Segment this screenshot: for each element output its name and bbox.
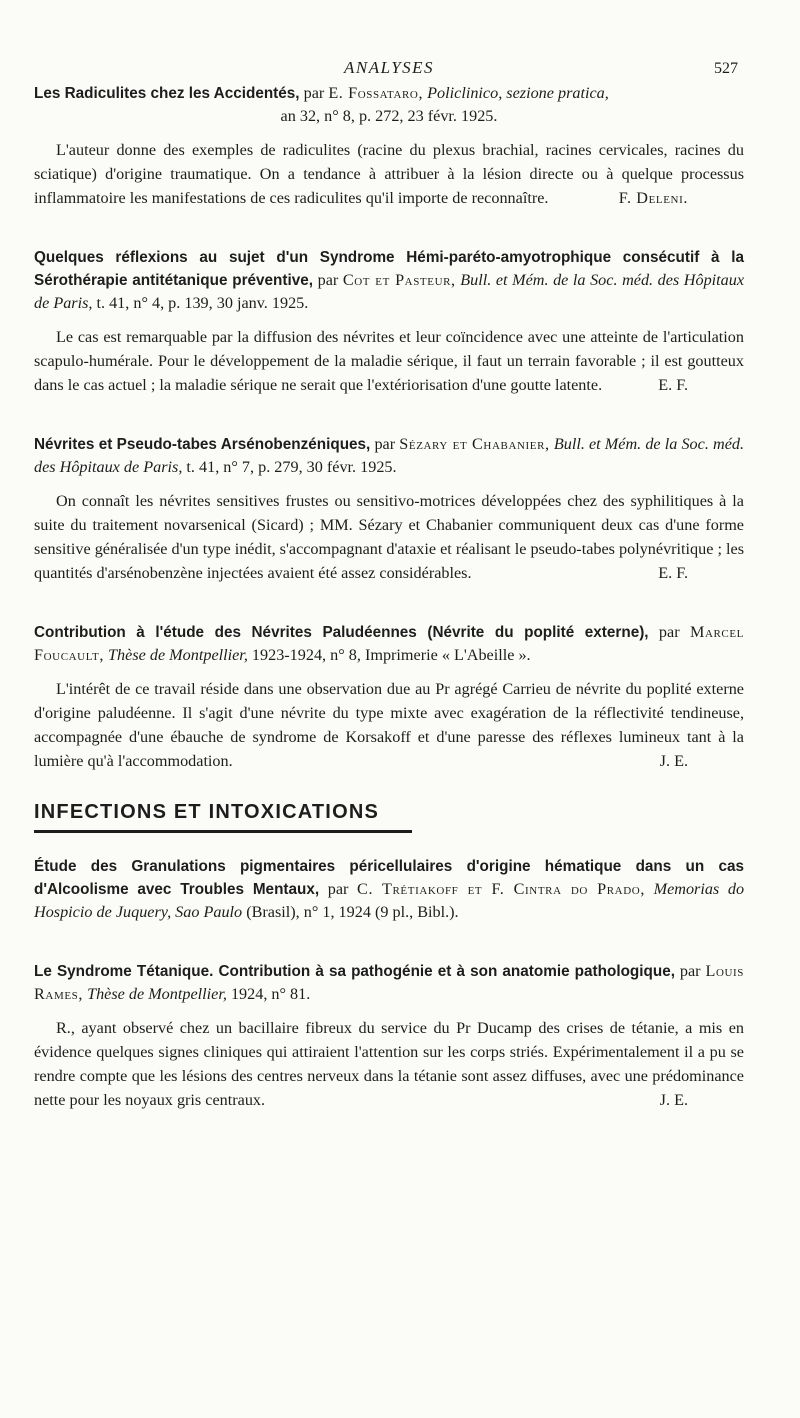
journal-page	[34, 52, 744, 1126]
entry-author: Cot et Pasteur,	[342, 271, 456, 289]
section-title: INFECTIONS ET INTOXICATIONS	[34, 801, 380, 823]
abstract-text: R., ayant observé chez un bacillaire fibreux du service du Pr Ducamp des crises de tétanie, a mis en évidence quelques signes cliniques qui attiraient l'attention sur les corps striés. Expérimentalement il a pu se rendre compte que les lésions des centres nerveux dans la tétanie sont assez diffuses, avec une prédominance nette pour les noyaux gris centraux.	[34, 1019, 744, 1109]
entry-source: Policlinico, sezione pratica,	[427, 84, 609, 102]
entry-author: E. Fossataro,	[328, 84, 424, 102]
entry-title: Quelques réflexions au sujet d'un Syndrome Hémi-paréto-amyotrophique consécutif à la Sérothérapie antitétanique préventive,	[34, 249, 744, 289]
entry-heading	[34, 433, 744, 479]
page-number: 527	[714, 60, 738, 77]
entry-signature: J. E.	[659, 1091, 688, 1109]
entry-title: Les Radiculites chez les Accidentés,	[34, 85, 300, 102]
entry-heading	[34, 960, 744, 1006]
entry-source: Bull. et Mém. de la Soc. méd. des Hôpitaux de Paris,	[34, 435, 745, 476]
entry-heading	[34, 855, 744, 924]
entry-source: Thèse de Montpellier,	[87, 985, 227, 1003]
entry-details: 1923-1924, n° 8, Imprimerie « L'Abeille ».	[251, 646, 531, 664]
entry-details: t. 41, n° 7, p. 279, 30 févr. 1925.	[186, 458, 397, 476]
entry-abstract	[34, 1016, 744, 1112]
entry-by: par	[374, 435, 396, 453]
running-title: ANALYSES	[343, 58, 435, 77]
abstract-text: Le cas est remarquable par la diffusion des névrites et leur coïncidence avec une atteinte de l'articulation scapulo-humérale. Pour le développement de la maladie sérique, il faut un terrain favorable ; il est goutteux dans le cas actuel ; la maladie sérique ne serait que l'extériorisation d'une goutte latente.	[34, 328, 744, 394]
entry-signature: E. F.	[658, 376, 688, 394]
entry-abstract	[34, 489, 744, 585]
section-rule	[34, 830, 412, 833]
entry-author: Sézary et Chabanier,	[399, 435, 550, 453]
entry-source: Thèse de Montpellier,	[108, 646, 248, 664]
entry-title: Le Syndrome Tétanique. Contribution à sa pathogénie et à son anatomie pathologique,	[34, 963, 675, 980]
abstract-text: L'auteur donne des exemples de radiculites (racine du plexus brachial, racines cervicales, racines du sciatique) d'origine traumatique. On a tendance à attribuer à la lésion directe ou à quelque processus inflammatoire les manifestations de ces radiculites qu'il importe de reconnaître.	[34, 141, 744, 207]
entry-source: Memorias do Hospicio de Juquery, Sao Paulo	[34, 880, 745, 921]
abstract-text: L'intérêt de ce travail réside dans une observation due au Pr agrégé Carrieu de névrite du poplité externe d'origine paludéenne. Il s'agit d'une névrite du type mixte avec exagération de la réflectivité tendineuse, accompagnée d'une ébauche de syndrome de Korsakoff et d'une paresse des réflexes lumineux tant à la lumière qu'à l'accommodation.	[34, 680, 744, 770]
abstract-text: On connaît les névrites sensitives frustes ou sensitivo-motrices développées chez des syphilitiques à la suite du traitement novarsenical (Sicard) ; MM. Sézary et Chabanier communiquent deux cas d'une forme sensitive généralisée d'un type inédit, s'accompagnant d'ataxie et réalisant le pseudo-tabes polynévritique ; les quantités d'arsénobenzène injectées avaient été assez considérables.	[34, 492, 744, 582]
abstract-entry	[34, 960, 744, 1112]
entry-title: Étude des Granulations pigmentaires péricellulaires d'origine hématique dans un cas d'Alcoolisme avec Troubles Mentaux,	[34, 858, 744, 898]
entry-heading	[34, 246, 744, 315]
abstract-entry	[34, 433, 744, 585]
entry-by: par	[317, 271, 339, 289]
entry-details: (Brasil), n° 1, 1924 (9 pl., Bibl.).	[246, 903, 459, 921]
abstract-entry	[34, 82, 744, 210]
entry-details: an 32, n° 8, p. 272, 23 févr. 1925.	[280, 107, 498, 125]
entry-source: Bull. et Mém. de la Soc. méd. des Hôpitaux de Paris,	[34, 271, 745, 312]
abstract-entry	[34, 246, 744, 397]
entry-abstract	[34, 677, 744, 773]
entry-author: Louis Rames,	[34, 962, 745, 1003]
entry-signature: E. F.	[658, 564, 688, 582]
entry-by: par	[679, 962, 701, 980]
entry-by: par	[303, 84, 325, 102]
abstract-entry	[34, 855, 744, 924]
entry-author: C. Trétiakoff et F. Cintra do Prado,	[357, 880, 645, 898]
abstract-entry	[34, 621, 744, 773]
entry-signature: J. E.	[659, 752, 688, 770]
entry-heading	[34, 82, 744, 128]
entry-abstract	[34, 138, 744, 210]
entry-heading	[34, 621, 744, 667]
entry-details: 1924, n° 81.	[230, 985, 311, 1003]
entry-by: par	[327, 880, 349, 898]
entry-title: Contribution à l'étude des Névrites Paludéennes (Névrite du poplité externe),	[34, 624, 649, 641]
entry-details: t. 41, n° 4, p. 139, 30 janv. 1925.	[96, 294, 309, 312]
entry-signature: F. Deleni.	[618, 189, 688, 207]
entry-title: Névrites et Pseudo-tabes Arsénobenzéniques,	[34, 436, 371, 453]
entry-author: Marcel Foucault,	[34, 623, 745, 664]
entry-abstract	[34, 325, 744, 397]
running-head	[34, 52, 744, 82]
entry-by: par	[658, 623, 680, 641]
